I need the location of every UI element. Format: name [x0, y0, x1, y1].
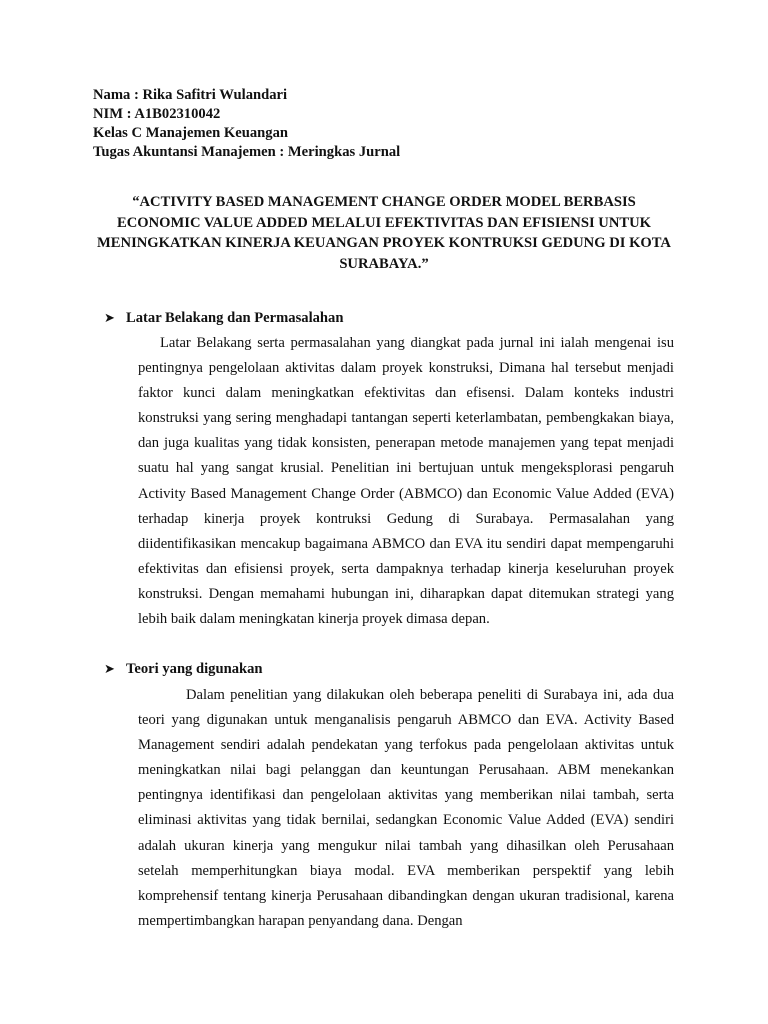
section-heading-label: Teori yang digunakan — [126, 661, 263, 677]
arrow-bullet-icon: ➤ — [104, 661, 115, 676]
section-heading-background — [104, 308, 343, 328]
section-paragraph-theory: Dalam penelitian yang dilakukan oleh beberapa peneliti di Surabaya ini, ada dua teori yang digunakan untuk menganalisis pengaruh ABMCO dan EVA. Activity Based Management sendiri adalah pendekatan yang terfokus pada pengelolaan aktivitas untuk meningkatkan nilai bagi pelanggan dan keuntungan Perusahaan. ABM menekankan pentingnya identifikasi dan pengelolaan aktivitas yang memberikan nilai tambah, serta eliminasi aktivitas yang tidak bernilai, sedangkan Economic Value Added (EVA) sendiri adalah ukuran kinerja yang mengukur nilai tambah yang dihasilkan oleh Perusahaan setelah memperhitungkan biaya modal. EVA memberikan perspektif yang lebih komprehensif tentang kinerja Perusahaan dibandingkan dengan ukuran tradisional, karena mempertimbangkan harapan penyandang dana. Dengan — [138, 687, 674, 929]
section-paragraph-background: Latar Belakang serta permasalahan yang diangkat pada jurnal ini ialah mengenai isu pentingnya pengelolaan aktivitas dalam proyek konstruksi, Dimana hal tersebut menjadi faktor kunci dalam meningkatkan efektivitas dan efisensi. Dalam konteks industri konstruksi yang sering menghadapi tantangan seperti keterlambatan, pembengkakan biaya, dan juga kualitas yang tidak konsisten, penerapan metode manajemen yang tepat menjadi suatu hal yang sangat krusial. Penelitian ini bertujuan untuk mengeksplorasi pengaruh Activity Based Management Change Order (ABMCO) dan Economic Value Added (EVA) terhadap kinerja proyek kontruksi Gedung di Surabaya. Permasalahan yang diidentifikasikan mencakup bagaimana ABMCO dan EVA itu sendiri dapat mempengaruhi efektivitas dan efisiensi proyek, serta dampaknya terhadap kinerja keseluruhan proyek konstruksi. Dengan memahami hubungan ini, diharapkan dapat ditemukan strategi yang lebih baik dalam meningkatan kinerja proyek dimasa depan. — [138, 335, 674, 628]
student-name: Nama : Rika Safitri Wulandari — [93, 87, 288, 103]
student-id: NIM : A1B02310042 — [93, 106, 221, 122]
assignment-title: Tugas Akuntansi Manajemen : Meringkas Jurnal — [93, 144, 401, 160]
section-heading-label: Latar Belakang dan Permasalahan — [126, 310, 344, 326]
arrow-bullet-icon: ➤ — [104, 310, 115, 325]
section-heading-theory — [104, 659, 263, 679]
class-name: Kelas C Manajemen Keuangan — [93, 125, 288, 141]
student-info — [93, 86, 400, 162]
journal-title: “ACTIVITY BASED MANAGEMENT CHANGE ORDER MODEL BERBASIS ECONOMIC VALUE ADDED MELALUI EFEKTIVITAS DAN EFISIENSI UNTUK MENINGKATKAN KINERJA KEUANGAN PROYEK KONTRUKSI GEDUNG DI KOTA SURABAYA.” — [97, 194, 671, 272]
